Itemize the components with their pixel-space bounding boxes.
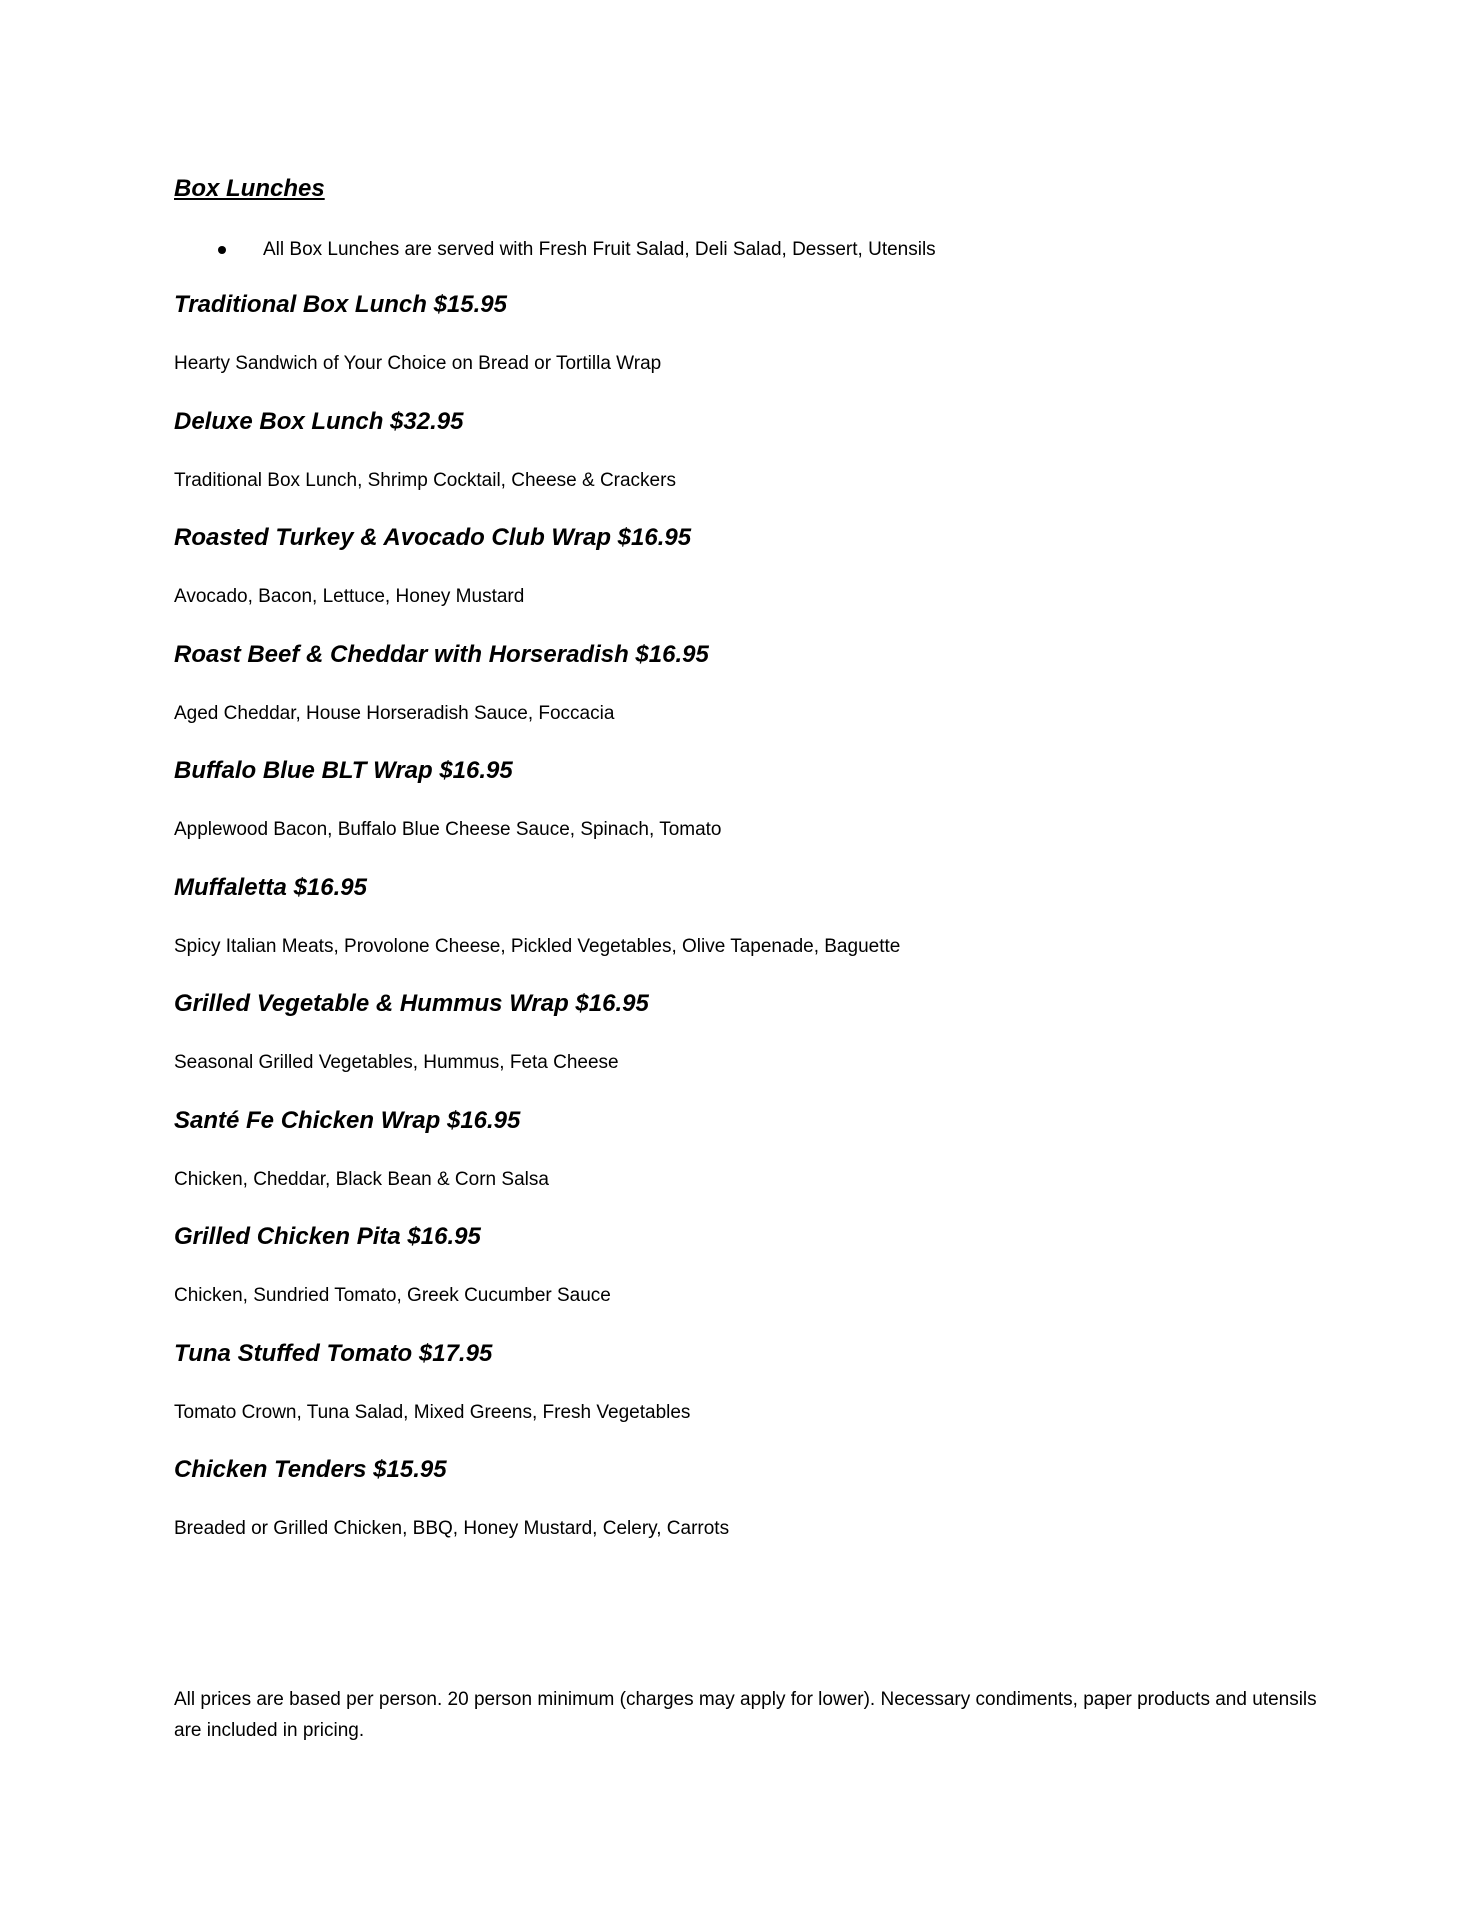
menu-item-description: Traditional Box Lunch, Shrimp Cocktail, Cheese & Crackers (174, 469, 676, 491)
menu-item-description: Hearty Sandwich of Your Choice on Bread or Tortilla Wrap (174, 353, 662, 374)
menu-item (174, 871, 1324, 988)
menu-page (174, 0, 1324, 1920)
menu-item-title: Grilled Vegetable & Hummus Wrap $16.95 (174, 990, 649, 1017)
menu-item (174, 1337, 1324, 1454)
menu-item (174, 1453, 1324, 1570)
menu-item-description: Breaded or Grilled Chicken, BBQ, Honey Mustard, Celery, Carrots (174, 1518, 730, 1539)
menu-item (174, 288, 1324, 405)
menu-item-title: Traditional Box Lunch $15.95 (174, 291, 507, 318)
bullet-note (218, 236, 936, 264)
menu-item-description: Aged Cheddar, House Horseradish Sauce, Foccacia (174, 702, 615, 724)
menu-item-description: Tomato Crown, Tuna Salad, Mixed Greens, Fresh Vegetables (174, 1401, 691, 1423)
menu-item-description: Avocado, Bacon, Lettuce, Honey Mustard (174, 586, 525, 607)
menu-item (174, 754, 1324, 871)
pricing-footer-note: All prices are based per person. 20 person minimum (charges may apply for lower). Necessary condiments, paper products and utensils are included in pricing. (174, 1689, 1317, 1741)
menu-item-title: Roasted Turkey & Avocado Club Wrap $16.95 (174, 524, 692, 551)
menu-item (174, 987, 1324, 1104)
menu-item-title: Muffaletta $16.95 (174, 873, 367, 901)
menu-item-title: Santé Fe Chicken Wrap $16.95 (174, 1106, 521, 1134)
menu-item (174, 521, 1324, 638)
menu-items-list (174, 288, 1324, 1570)
menu-item-title: Roast Beef & Cheddar with Horseradish $16.95 (174, 640, 709, 668)
bullet-icon (218, 246, 226, 254)
section-title: Box Lunches (174, 175, 325, 202)
menu-item-description: Spicy Italian Meats, Provolone Cheese, Pickled Vegetables, Olive Tapenade, Baguette (174, 935, 901, 957)
menu-item (174, 405, 1324, 522)
bullet-text: All Box Lunches are served with Fresh Fruit Salad, Deli Salad, Dessert, Utensils (263, 239, 936, 260)
menu-item-title: Deluxe Box Lunch $32.95 (174, 407, 464, 435)
menu-item (174, 1104, 1324, 1221)
menu-item-description: Seasonal Grilled Vegetables, Hummus, Feta Cheese (174, 1052, 619, 1073)
menu-item-description: Chicken, Cheddar, Black Bean & Corn Salsa (174, 1168, 549, 1190)
menu-item-description: Chicken, Sundried Tomato, Greek Cucumber Sauce (174, 1285, 611, 1306)
menu-item-description: Applewood Bacon, Buffalo Blue Cheese Sauce, Spinach, Tomato (174, 819, 722, 840)
menu-item (174, 1220, 1324, 1337)
menu-item-title: Buffalo Blue BLT Wrap $16.95 (174, 757, 513, 784)
menu-item-title: Chicken Tenders $15.95 (174, 1456, 447, 1483)
menu-item (174, 638, 1324, 755)
menu-item-title: Grilled Chicken Pita $16.95 (174, 1223, 481, 1250)
menu-item-title: Tuna Stuffed Tomato $17.95 (174, 1339, 493, 1367)
